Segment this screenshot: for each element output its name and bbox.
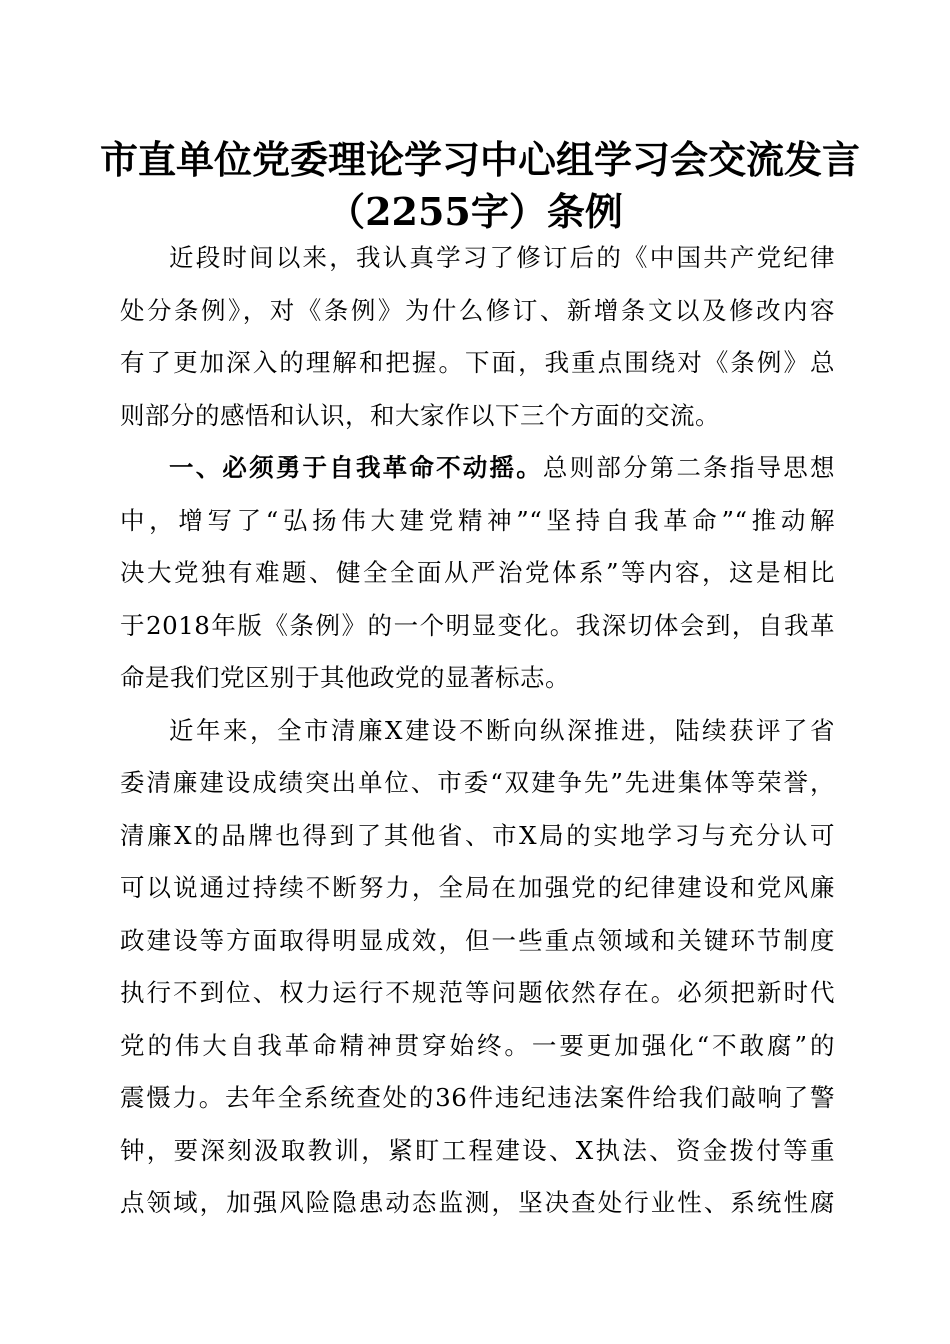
paragraph-line: 可以说通过持续不断努力，全局在加强党的纪律建设和党风廉 (120, 873, 835, 902)
paragraph-line: 有了更加深入的理解和把握。下面，我重点围绕对《条例》总 (120, 348, 835, 377)
paragraph-line: 清廉X的品牌也得到了其他省、市X局的实地学习与充分认可 (120, 821, 835, 850)
paragraph-line: 近段时间以来，我认真学习了修订后的《中国共产党纪律 (169, 243, 835, 272)
section-heading-line (169, 451, 835, 485)
paragraph-line: 执行不到位、权力运行不规范等问题依然存在。必须把新时代 (120, 978, 835, 1007)
document-title-line-2: （2255字）条例 (327, 189, 623, 234)
paragraph-line: 命是我们党区别于其他政党的显著标志。 (120, 663, 570, 692)
paragraph-line: 决大党独有难题、健全全面从严治党体系”等内容，这是相比 (120, 558, 835, 587)
paragraph-line: 点领域，加强风险隐患动态监测，坚决查处行业性、系统性腐 (120, 1188, 835, 1217)
paragraph-line: 中，增写了“弘扬伟大建党精神”“坚持自我革命”“推动解 (120, 506, 835, 535)
paragraph-line: 处分条例》，对《条例》为什么修订、新增条文以及修改内容 (120, 296, 835, 325)
paragraph-text: 总则部分第二条指导思想 (542, 453, 836, 482)
paragraph-line: 钟，要深刻汲取教训，紧盯工程建设、X执法、资金拨付等重 (120, 1136, 835, 1165)
paragraph-line: 近年来，全市清廉X建设不断向纵深推进，陆续获评了省 (169, 716, 835, 745)
paragraph-line: 震慑力。去年全系统查处的36件违纪违法案件给我们敲响了警 (120, 1083, 835, 1112)
paragraph-line: 党的伟大自我革命精神贯穿始终。一要更加强化“不敢腐”的 (120, 1031, 835, 1060)
section-heading: 一、必须勇于自我革命不动摇。 (169, 453, 543, 482)
paragraph-line: 于2018年版《条例》的一个明显变化。我深切体会到，自我革 (120, 611, 835, 640)
paragraph-line: 则部分的感悟和认识，和大家作以下三个方面的交流。 (120, 401, 720, 430)
document-title-line-1: 市直单位党委理论学习中心组学习会交流发言 (100, 137, 861, 182)
paragraph-line: 委清廉建设成绩突出单位、市委“双建争先”先进集体等荣誉， (120, 768, 835, 797)
paragraph-line: 政建设等方面取得明显成效，但一些重点领域和关键环节制度 (120, 926, 835, 955)
